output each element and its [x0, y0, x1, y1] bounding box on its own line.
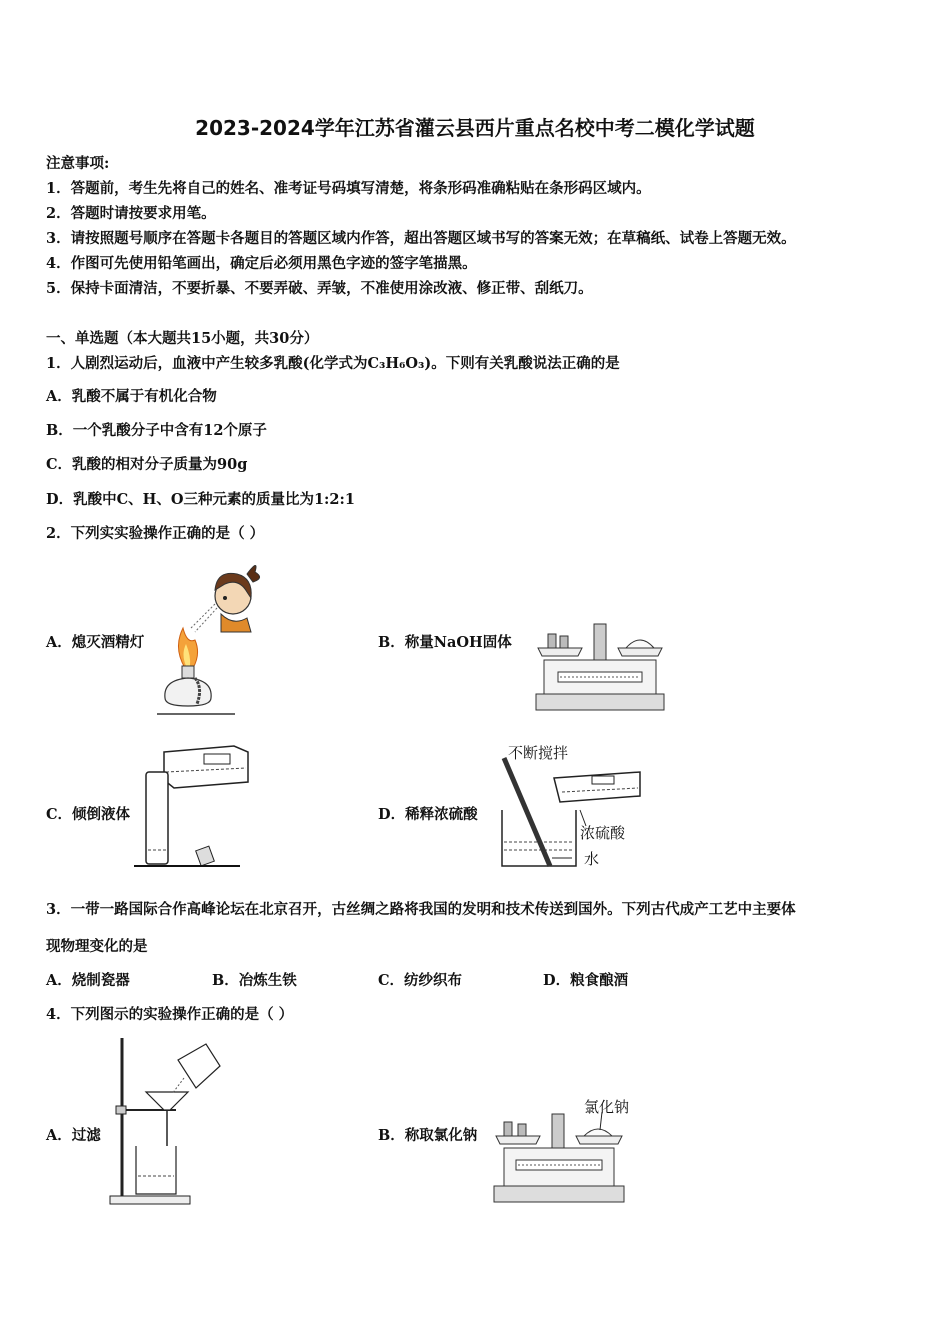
dilute-acid-figure	[490, 738, 650, 872]
blow-out-lamp-figure	[155, 548, 265, 720]
question-3-option-c: C．纺纱织布	[378, 972, 463, 989]
weigh-naoh-balance-figure	[530, 620, 670, 714]
notice-item: 2．答题时请按要求用笔。	[46, 205, 216, 222]
question-1-option-b: B．一个乳酸分子中含有12个原子	[46, 422, 267, 439]
pour-liquid-figure	[134, 742, 254, 872]
question-2-stem: 2．下列实实验操作正确的是（ ）	[46, 525, 265, 542]
filtration-figure	[106, 1036, 226, 1208]
page-title: 2023-2024学年江苏省灌云县西片重点名校中考二模化学试题	[195, 116, 755, 140]
question-3-option-a: A．烧制瓷器	[46, 972, 130, 989]
question-2-option-d: D．稀释浓硫酸	[378, 806, 478, 823]
question-1-stem: 1．人剧烈运动后，血液中产生较多乳酸(化学式为C₃H₆O₃)。下则有关乳酸说法正确的是	[46, 355, 620, 372]
question-1-option-c: C．乳酸的相对分子质量为90g	[46, 456, 248, 473]
question-2-option-c: C．倾倒液体	[46, 806, 131, 823]
question-3-stem: 3．一带一路国际合作高峰论坛在北京召开，古丝绸之路将我国的发明和技术传送到国外。下列古代成产工艺中主要体	[46, 901, 796, 918]
water-label: 水	[584, 850, 600, 868]
question-3-stem-continued: 现物理变化的是	[46, 938, 148, 955]
stir-label: 不断搅拌	[508, 744, 569, 762]
notice-item: 5．保持卡面清洁，不要折暴、不要弄破、弄皱，不准使用涂改液、修正带、刮纸刀。	[46, 280, 593, 297]
notice-item: 4．作图可先使用铅笔画出，确定后必须用黑色字迹的签字笔描黑。	[46, 255, 477, 272]
notice-heading: 注意事项:	[46, 155, 110, 172]
question-3-option-d: D．粮食酿酒	[543, 972, 629, 989]
question-4-stem: 4．下列图示的实验操作正确的是（ ）	[46, 1006, 294, 1023]
question-1-option-d: D．乳酸中C、H、O三种元素的质量比为1:2:1	[46, 491, 355, 508]
notice-item: 1．答题前，考生先将自己的姓名、准考证号码填写清楚，将条形码准确粘贴在条形码区域内。	[46, 180, 651, 197]
notice-item: 3．请按照题号顺序在答题卡各题目的答题区域内作答，超出答题区域书写的答案无效；在草稿纸、试卷上答题无效。	[46, 230, 796, 247]
section-heading: 一、单选题（本大题共15小题，共30分）	[46, 330, 319, 347]
weigh-nacl-balance-figure	[490, 1094, 630, 1206]
question-4-option-a: A．过滤	[46, 1127, 101, 1144]
question-2-option-a: A．熄灭酒精灯	[46, 634, 145, 651]
nacl-label: 氯化钠	[584, 1098, 630, 1116]
question-3-option-b: B．冶炼生铁	[212, 972, 297, 989]
acid-label: 浓硫酸	[580, 824, 626, 842]
question-2-option-b: B．称量NaOH固体	[378, 634, 512, 651]
question-1-option-a: A．乳酸不属于有机化合物	[46, 388, 217, 405]
question-4-option-b: B．称取氯化钠	[378, 1127, 478, 1144]
